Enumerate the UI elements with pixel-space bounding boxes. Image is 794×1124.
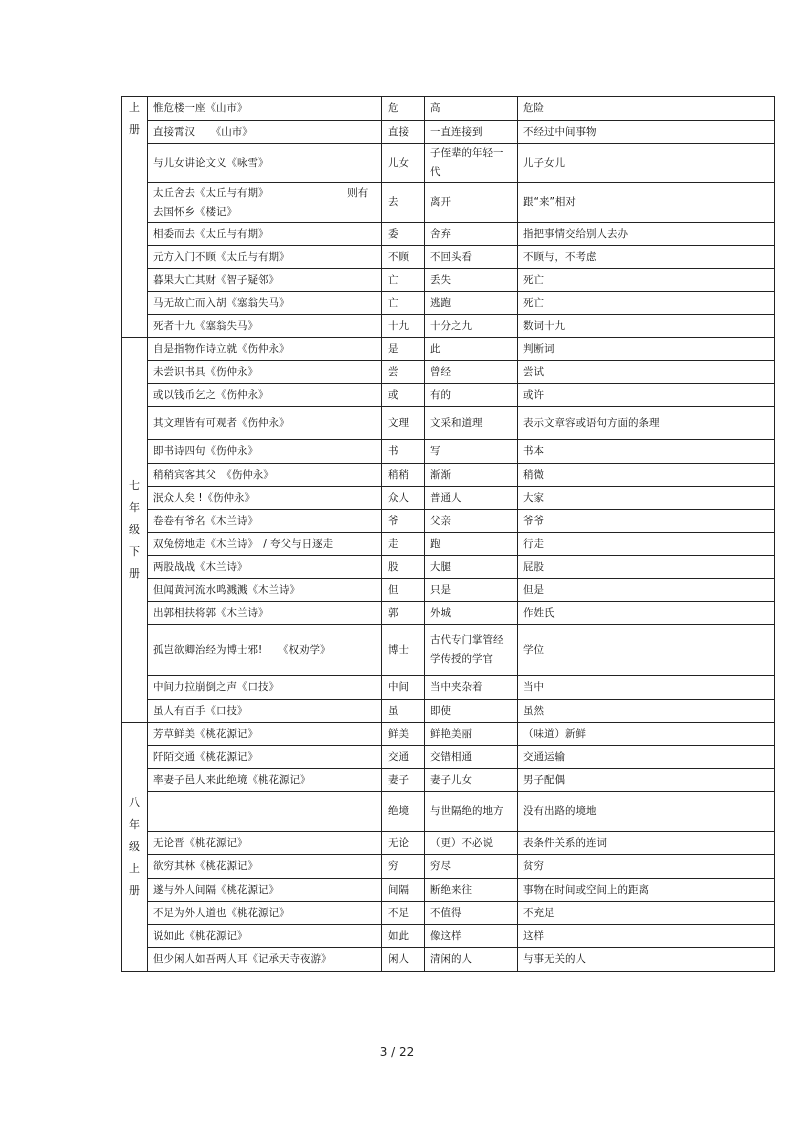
ancient-meaning-cell: 高 xyxy=(425,97,518,121)
ancient-meaning-cell: 舍弃 xyxy=(425,223,518,246)
grade-label-text: 上册 xyxy=(129,101,140,136)
sentence-cell: 无论晋《桃花源记》 xyxy=(148,832,382,855)
word-cell: 中间 xyxy=(382,676,425,700)
word-cell: 稍稍 xyxy=(382,464,425,487)
word-cell: 闲人 xyxy=(382,948,425,972)
word-cell: 如此 xyxy=(382,925,425,948)
sentence-cell: 即书诗四句《伤仲永》 xyxy=(148,440,382,464)
ancient-meaning-cell: 即使 xyxy=(425,700,518,723)
table-row xyxy=(122,223,775,246)
grade-label xyxy=(122,723,148,972)
table-row xyxy=(122,700,775,723)
sentence-cell: 自是指物作诗立就《伤仲永》 xyxy=(148,338,382,361)
table-row xyxy=(122,121,775,144)
modern-meaning-cell: 与事无关的人 xyxy=(518,948,775,972)
modern-meaning-cell: 贫穷 xyxy=(518,855,775,879)
word-cell: 不顾 xyxy=(382,246,425,269)
word-cell: 虽 xyxy=(382,700,425,723)
table-row xyxy=(122,855,775,879)
word-cell: 危 xyxy=(382,97,425,121)
sentence-cell: 泯众人矣 !《伤仲永》 xyxy=(148,487,382,510)
sentence-cell: 太丘舍去《太丘与有期》 则有去国怀乡《楼记》 xyxy=(148,183,382,223)
grade-label xyxy=(122,97,148,338)
ancient-meaning-cell: 离开 xyxy=(425,183,518,223)
ancient-meaning-cell: 曾经 xyxy=(425,361,518,384)
sentence-cell: 出郭相扶将郭《木兰诗》 xyxy=(148,602,382,625)
ancient-meaning-cell: 有的 xyxy=(425,384,518,407)
modern-meaning-cell: 指把事情交给别人去办 xyxy=(518,223,775,246)
sentence-cell: 马无故亡而入胡《塞翁失马》 xyxy=(148,292,382,315)
modern-meaning-cell: 没有出路的境地 xyxy=(518,792,775,832)
word-cell: 间隔 xyxy=(382,879,425,902)
word-cell: 亡 xyxy=(382,269,425,292)
modern-meaning-cell: 事物在时间或空间上的距离 xyxy=(518,879,775,902)
modern-meaning-cell: 作姓氏 xyxy=(518,602,775,625)
sentence-cell: 元方入门不顾《太丘与有期》 xyxy=(148,246,382,269)
vocab-table xyxy=(121,96,775,972)
word-cell: 鲜美 xyxy=(382,723,425,746)
ancient-meaning-cell: 与世隔绝的地方 xyxy=(425,792,518,832)
sentence-cell: 虽人有百手《口技》 xyxy=(148,700,382,723)
vocab-table-body xyxy=(122,97,775,972)
ancient-meaning-cell: 跑 xyxy=(425,533,518,556)
ancient-meaning-cell: 像这样 xyxy=(425,925,518,948)
word-cell: 爷 xyxy=(382,510,425,533)
table-row xyxy=(122,487,775,510)
sentence-cell: 稍稍宾客其父 《伤仲永》 xyxy=(148,464,382,487)
ancient-meaning-cell: 鲜艳美丽 xyxy=(425,723,518,746)
table-row xyxy=(122,948,775,972)
modern-meaning-cell: 学位 xyxy=(518,625,775,676)
ancient-meaning-cell: 断绝来往 xyxy=(425,879,518,902)
modern-meaning-cell: 大家 xyxy=(518,487,775,510)
modern-meaning-cell: 虽然 xyxy=(518,700,775,723)
ancient-meaning-cell: 渐渐 xyxy=(425,464,518,487)
word-cell: 绝境 xyxy=(382,792,425,832)
word-cell: 十九 xyxy=(382,315,425,338)
table-row xyxy=(122,292,775,315)
sentence-cell: 欲穷其林《桃花源记》 xyxy=(148,855,382,879)
table-row xyxy=(122,183,775,223)
ancient-meaning-cell: 清闲的人 xyxy=(425,948,518,972)
table-row xyxy=(122,510,775,533)
table-row xyxy=(122,602,775,625)
sentence-cell: 与儿女讲论文义《咏雪》 xyxy=(148,144,382,183)
sentence-cell: 或以钱币乞之《伤仲永》 xyxy=(148,384,382,407)
table-row xyxy=(122,269,775,292)
word-cell: 妻子 xyxy=(382,769,425,792)
table-row xyxy=(122,625,775,676)
sentence-cell: 但少闲人如吾两人耳《记承天寺夜游》 xyxy=(148,948,382,972)
ancient-meaning-cell: 父亲 xyxy=(425,510,518,533)
modern-meaning-cell: 这样 xyxy=(518,925,775,948)
modern-meaning-cell: 行走 xyxy=(518,533,775,556)
table-row xyxy=(122,769,775,792)
modern-meaning-cell: 稍微 xyxy=(518,464,775,487)
ancient-meaning-cell: 一直连接到 xyxy=(425,121,518,144)
word-cell: 郭 xyxy=(382,602,425,625)
word-cell: 是 xyxy=(382,338,425,361)
sentence-cell: 但闻黄河流水鸣溅溅《木兰诗》 xyxy=(148,579,382,602)
word-cell: 去 xyxy=(382,183,425,223)
modern-meaning-cell: 交通运输 xyxy=(518,746,775,769)
table-row xyxy=(122,440,775,464)
sentence-cell: 遂与外人间隔《桃花源记》 xyxy=(148,879,382,902)
sentence-cell: 相委而去《太丘与有期》 xyxy=(148,223,382,246)
ancient-meaning-cell: 文采和道理 xyxy=(425,407,518,440)
table-row xyxy=(122,579,775,602)
ancient-meaning-cell: 十分之九 xyxy=(425,315,518,338)
modern-meaning-cell: 跟“来”相对 xyxy=(518,183,775,223)
modern-meaning-cell: 屁股 xyxy=(518,556,775,579)
table-row xyxy=(122,902,775,925)
sentence-cell: 两股战战《木兰诗》 xyxy=(148,556,382,579)
modern-meaning-cell: 爷爷 xyxy=(518,510,775,533)
ancient-meaning-cell: 写 xyxy=(425,440,518,464)
table-row xyxy=(122,556,775,579)
modern-meaning-cell: （味道）新鲜 xyxy=(518,723,775,746)
sentence-cell: 孤岂欲卿治经为博士邪! 《权劝学》 xyxy=(148,625,382,676)
modern-meaning-cell: 判断词 xyxy=(518,338,775,361)
sentence-cell: 暮果大亡其财《智子疑邻》 xyxy=(148,269,382,292)
sentence-cell: 率妻子邑人来此绝境《桃花源记》 xyxy=(148,769,382,792)
table-row xyxy=(122,792,775,832)
modern-meaning-cell: 当中 xyxy=(518,676,775,700)
ancient-meaning-cell: 妻子儿女 xyxy=(425,769,518,792)
modern-meaning-cell: 但是 xyxy=(518,579,775,602)
word-cell: 或 xyxy=(382,384,425,407)
ancient-meaning-cell: 丢失 xyxy=(425,269,518,292)
modern-meaning-cell: 表示文章容或语句方面的条理 xyxy=(518,407,775,440)
ancient-meaning-cell: 古代专门掌管经学传授的学官 xyxy=(425,625,518,676)
ancient-meaning-cell: 外城 xyxy=(425,602,518,625)
sentence-cell: 阡陌交通《桃花源记》 xyxy=(148,746,382,769)
table-row xyxy=(122,879,775,902)
word-cell: 博士 xyxy=(382,625,425,676)
sentence-cell: 双兔傍地走《木兰诗》 / 夸父与日逐走 xyxy=(148,533,382,556)
table-row xyxy=(122,97,775,121)
table-row xyxy=(122,384,775,407)
word-cell: 股 xyxy=(382,556,425,579)
ancient-meaning-cell: 子侄辈的年轻一代 xyxy=(425,144,518,183)
sentence-cell: 死者十九《塞翁失马》 xyxy=(148,315,382,338)
modern-meaning-cell: 男子配偶 xyxy=(518,769,775,792)
grade-label xyxy=(122,338,148,723)
sentence-cell: 未尝识书具《伤仲永》 xyxy=(148,361,382,384)
ancient-meaning-cell: 当中夹杂着 xyxy=(425,676,518,700)
table-row xyxy=(122,315,775,338)
modern-meaning-cell: 危险 xyxy=(518,97,775,121)
ancient-meaning-cell: 此 xyxy=(425,338,518,361)
word-cell: 交通 xyxy=(382,746,425,769)
sentence-cell: 不足为外人道也《桃花源记》 xyxy=(148,902,382,925)
table-row xyxy=(122,832,775,855)
sentence-cell: 说如此《桃花源记》 xyxy=(148,925,382,948)
modern-meaning-cell: 或许 xyxy=(518,384,775,407)
modern-meaning-cell: 数词十九 xyxy=(518,315,775,338)
sentence-cell: 中间力拉崩倒之声《口技》 xyxy=(148,676,382,700)
modern-meaning-cell: 书本 xyxy=(518,440,775,464)
table-row xyxy=(122,246,775,269)
modern-meaning-cell: 不顾与，不考虑 xyxy=(518,246,775,269)
word-cell: 尝 xyxy=(382,361,425,384)
modern-meaning-cell: 不充足 xyxy=(518,902,775,925)
word-cell: 委 xyxy=(382,223,425,246)
modern-meaning-cell: 儿子女儿 xyxy=(518,144,775,183)
word-cell: 儿女 xyxy=(382,144,425,183)
table-row xyxy=(122,746,775,769)
modern-meaning-cell: 尝试 xyxy=(518,361,775,384)
ancient-meaning-cell: 交错相通 xyxy=(425,746,518,769)
ancient-meaning-cell: 不值得 xyxy=(425,902,518,925)
table-row xyxy=(122,144,775,183)
sentence-cell: 其文理皆有可观者《伤仲永》 xyxy=(148,407,382,440)
ancient-meaning-cell: 穷尽 xyxy=(425,855,518,879)
word-cell: 直接 xyxy=(382,121,425,144)
sentence-cell: 直接霄汉 《山市》 xyxy=(148,121,382,144)
table-row xyxy=(122,676,775,700)
word-cell: 众人 xyxy=(382,487,425,510)
word-cell: 书 xyxy=(382,440,425,464)
ancient-meaning-cell: 大腿 xyxy=(425,556,518,579)
ancient-meaning-cell: 普通人 xyxy=(425,487,518,510)
grade-label-text: 八年级上册 xyxy=(129,796,140,897)
table-row xyxy=(122,723,775,746)
sentence-cell: 芳草鲜美《桃花源记》 xyxy=(148,723,382,746)
modern-meaning-cell: 死亡 xyxy=(518,292,775,315)
table-row xyxy=(122,464,775,487)
table-row xyxy=(122,407,775,440)
word-cell: 不足 xyxy=(382,902,425,925)
table-row xyxy=(122,925,775,948)
ancient-meaning-cell: 逃跑 xyxy=(425,292,518,315)
modern-meaning-cell: 死亡 xyxy=(518,269,775,292)
modern-meaning-cell: 表条件关系的连词 xyxy=(518,832,775,855)
word-cell: 无论 xyxy=(382,832,425,855)
table-row xyxy=(122,361,775,384)
word-cell: 走 xyxy=(382,533,425,556)
sentence-cell xyxy=(148,792,382,832)
grade-label-text: 七年级下册 xyxy=(129,479,140,580)
word-cell: 文理 xyxy=(382,407,425,440)
sentence-cell: 惟危楼一座《山市》 xyxy=(148,97,382,121)
ancient-meaning-cell: 不回头看 xyxy=(425,246,518,269)
modern-meaning-cell: 不经过中间事物 xyxy=(518,121,775,144)
page-number: 3 / 22 xyxy=(379,1045,415,1059)
ancient-meaning-cell: （更）不必说 xyxy=(425,832,518,855)
ancient-meaning-cell: 只是 xyxy=(425,579,518,602)
word-cell: 但 xyxy=(382,579,425,602)
sentence-cell: 卷卷有爷名《木兰诗》 xyxy=(148,510,382,533)
word-cell: 穷 xyxy=(382,855,425,879)
word-cell: 亡 xyxy=(382,292,425,315)
table-row xyxy=(122,338,775,361)
table-row xyxy=(122,533,775,556)
